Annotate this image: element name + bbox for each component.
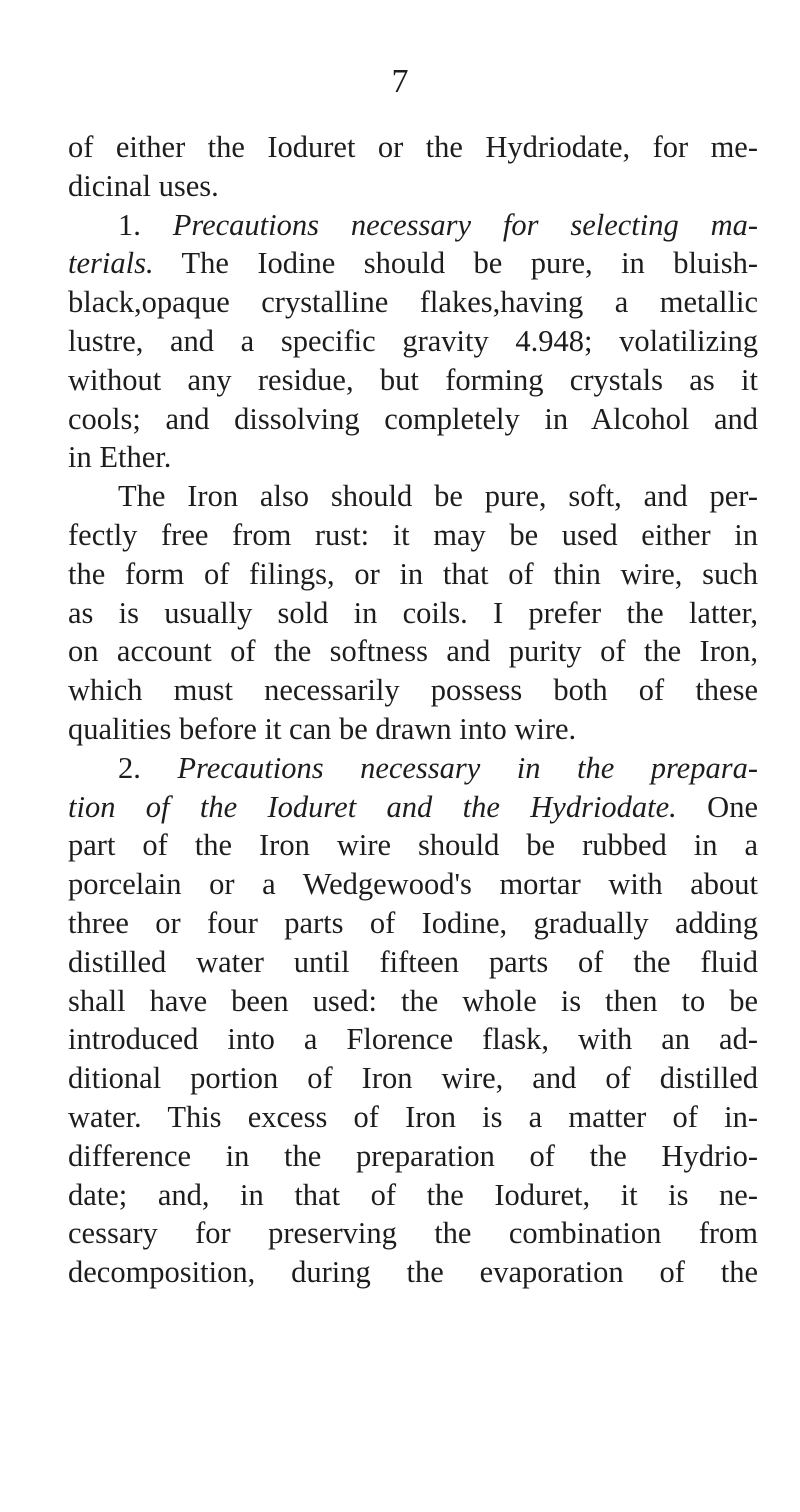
text-line: distilled water until fifteen parts of the fluid: [68, 944, 758, 979]
text-line: three or four parts of Iodine, gradually adding: [68, 905, 758, 940]
section-heading-line: tion of the Ioduret and the Hydriodate. One: [68, 789, 758, 824]
text-line: as is usually sold in coils. I prefer the latter,: [68, 595, 758, 630]
text-line: of either the Ioduret or the Hydriodate, for me-: [68, 130, 758, 164]
text-line: water. This excess of Iron is a matter of in-: [68, 1099, 758, 1134]
text-line: on account of the softness and purity of the Iron,: [68, 634, 758, 669]
text-line: fectly free from rust: it may be used either in: [68, 517, 758, 552]
section-heading-line: 1. Precautions necessary for selecting ma-: [118, 207, 759, 242]
page-number: 7: [391, 63, 409, 100]
text-line: black,opaque crystalline flakes,having a metallic: [68, 285, 758, 320]
section-heading: tion of the Ioduret and the Hydriodate.: [68, 789, 677, 824]
text-line: cools; and dissolving completely in Alcohol and: [68, 401, 758, 436]
text-line: dicinal uses.: [68, 168, 219, 203]
text-line: part of the Iron wire should be rubbed in a: [68, 828, 758, 863]
text-line: lustre, and a specific gravity 4.948; volatilizing: [68, 323, 758, 358]
text-line: qualities before it can be drawn into wire.: [68, 711, 577, 746]
section-heading: Precautions necessary for selecting ma-: [172, 207, 759, 242]
text-line: shall have been used: the whole is then to be: [68, 983, 758, 1018]
text-line: The Iron also should be pure, soft, and per-: [118, 479, 758, 514]
text-line: introduced into a Florence flask, with an ad-: [68, 1022, 758, 1057]
section-heading: terials.: [68, 246, 154, 281]
text-line: the form of filings, or in that of thin wire, such: [68, 556, 758, 591]
text-line: difference in the preparation of the Hydrio-: [68, 1138, 758, 1173]
section-heading-line: 2. Precautions necessary in the prepara-: [118, 750, 758, 785]
text-line: cessary for preserving the combination from: [68, 1216, 758, 1251]
text-line: porcelain or a Wedgewood's mortar with about: [68, 867, 758, 902]
text-line: decomposition, during the evaporation of the: [68, 1255, 758, 1290]
text-line: date; and, in that of the Ioduret, it is ne-: [68, 1177, 758, 1212]
text-line: which must necessarily possess both of these: [68, 673, 758, 708]
text-line: ditional portion of Iron wire, and of distilled: [68, 1061, 758, 1096]
text-line: without any residue, but forming crystals as it: [68, 362, 758, 397]
section-heading-line: terials. The Iodine should be pure, in bluish-: [68, 246, 758, 281]
body-text: [68, 128, 758, 1292]
section-heading: Precautions necessary in the prepara-: [177, 750, 758, 785]
text-line: in Ether.: [68, 440, 172, 475]
